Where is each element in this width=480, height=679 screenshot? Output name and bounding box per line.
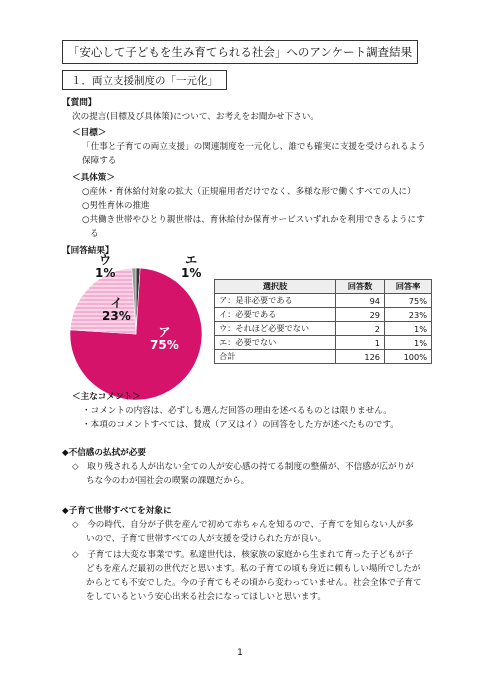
pie-label-a: ア 75% [150,325,179,352]
header-count: 回答数 [336,280,385,294]
measure-3-line-1: ○共働き世帯やひとり親世帯は、育休給付か保育サービスいずれかを利用できるようにす [82,215,425,225]
table-total-row: 合計 126 100% [215,350,432,364]
table-header-row [215,280,432,294]
pie-svg [66,262,206,402]
measure-3-line-2: る [90,229,99,239]
measures-heading: ＜具体策＞ [72,173,115,183]
question-text: 次の提言(目標及び具体策)について、お考えをお聞かせ下さい。 [72,112,319,122]
document-title: 「安心して子どもを生み育てられる社会」へのアンケート調査結果 [62,40,418,64]
goal-heading: ＜目標＞ [72,128,107,138]
result-pie-chart [66,262,206,402]
result-heading: 【回答結果】 [62,246,114,256]
measure-1: ○産休・育休給付対象の拡大（正規雇用者だけでなく、多様な形で働くすべての人に） [82,187,416,197]
topic-2-comment-2-line-2: どもを産んだ最初の世代だと思います。私の子育ての頃も身近に頼もしい場所でしたが [86,564,421,574]
comment-note-2: ・本項のコメントすべては、賛成（ア又はイ）の回答をした方が述べたものです。 [82,420,399,430]
comment-note-1: ・コメントの内容は、必ずしも選んだ回答の理由を述べるものとは限りません。 [82,406,392,416]
topic-2-comment-1-line-1: ◇ 今の時代、自分が子供を産んで初めて赤ちゃんを知るので、子育てを知らない人が多 [72,520,414,530]
topic-1-heading: ◆不信感の払拭が必要 [62,448,146,458]
topic-2-comment-2-line-1: ◇ 子育ては大変な事業です。私達世代は、核家族の家庭から生まれて育った子どもが子 [72,550,414,560]
table-row: エ：必要でない 1 1% [215,336,432,350]
topic-2-heading: ◆子育て世帯すべてを対象に [62,506,172,516]
pie-label-i: イ 23% [102,296,131,323]
comments-heading: ＜主なコメント＞ [72,392,141,402]
result-table [214,279,432,364]
header-choice: 選択肢 [215,280,336,294]
goal-line-2: 保障する [82,156,117,166]
table-row: イ：必要である 29 23% [215,308,432,322]
pie-label-e: エ 1% [181,253,202,280]
goal-line-1: 「仕事と子育ての両立支援」の関連制度を一元化し、誰でも確実に支援を受けられるよう [82,142,426,152]
question-heading: 【質問】 [62,98,97,108]
page-number: 1 [237,648,243,658]
topic-1-line-2: ちな今のわが国社会の喫緊の課題だから。 [86,476,250,486]
pie-label-u: ウ 1% [95,253,116,280]
table-row: ウ：それほど必要でない 2 1% [215,322,432,336]
topic-2-comment-2-line-3: からとても不安でした。今の子育てもその頃から変わっていません。社会全体で子育て [86,578,422,588]
topic-1-line-1: ◇ 取り残される人が出ない全ての人が安心感の持てる制度の整備が、不信感が広がりが [72,462,414,472]
topic-2-comment-1-line-2: いので、子育て世帯すべての人が支援を受けられた方が良い。 [86,534,327,544]
header-rate: 回答率 [385,280,432,294]
section-title: １．両立支援制度の「一元化」 [62,70,227,90]
table-row: ア：是非必要である 94 75% [215,294,432,308]
measure-2: ○男性育休の推進 [82,201,150,211]
topic-2-comment-2-line-4: をしているという安心出来る社会になってほしいと思います。 [86,592,326,602]
